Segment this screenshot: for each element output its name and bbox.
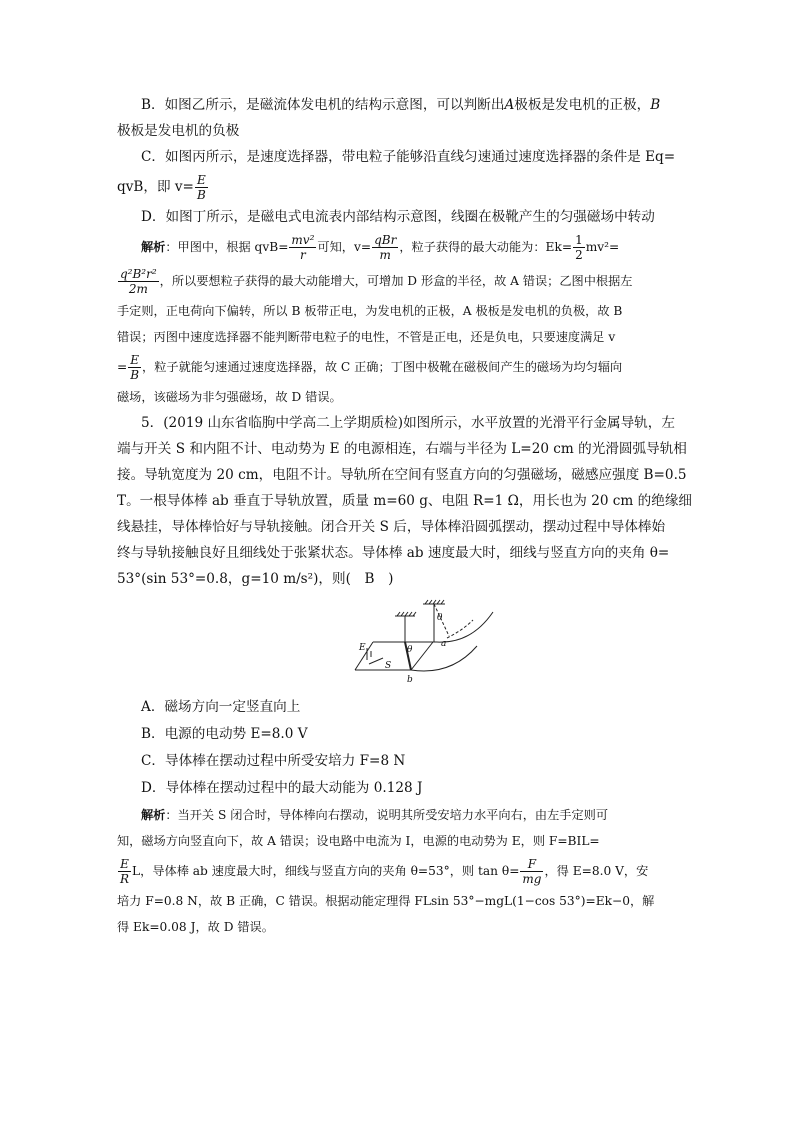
option-b-line2: 极板是发电机的负极 xyxy=(117,123,240,139)
question-5-line2: 端与开关 S 和内阻不计、电动势为 E 的电源相连，右端与半径为 L=20 cm 的光滑圆弧导轨相 xyxy=(117,441,687,457)
analysis-label: 解析 xyxy=(141,808,166,822)
analysis-4-line4: 错误；丙图中速度选择器不能判断带电粒子的电性，不管是正电，还是负电，只要速度满足 v xyxy=(117,330,616,344)
analysis-4 xyxy=(117,230,682,410)
label-theta-2: θ xyxy=(437,613,443,623)
question-5-line4: T。一根导体棒 ab 垂直于导轨放置，质量 m=60 g、电阻 R=1 Ω，用长也为 20 cm 的绝缘细 xyxy=(117,493,693,509)
question-5-line7: 53°(sin 53°=0.8，g=10 m/s²)，则( B ) xyxy=(117,571,394,587)
fraction: $\frac{E}{B}$ xyxy=(196,173,206,202)
analysis-4-line1: 解析：甲图中，根据 qvB= $\frac{\text{mv²}}{r}$ 可知，v= $\frac{\text{qBr}}{m}$ ，粒子获得的最大动能为：Ek= $\frac{1}{2}$ mv²= xyxy=(141,233,620,262)
q5-option-c: C．导体棒在摆动过程中所受安培力 F=8 N xyxy=(141,753,406,769)
analysis-5-line2: 知，磁场方向竖直向下，故 A 错误；设电路中电流为 I，电源的电动势为 E，则 F=BIL= xyxy=(117,834,600,848)
q5-option-b: B．电源的电动势 E=8.0 V xyxy=(141,726,308,742)
analysis-5-line1: 解析：当开关 S 闭合时，导体棒向右摆动，说明其所受安培力水平向右，由左手定则可 xyxy=(141,808,609,822)
analysis-4-line5: = $\frac{E}{B}$ ，粒子就能匀速通过速度选择器，故 C 正确；丁图中极靴在磁极间产生的磁场为均匀辐向 xyxy=(117,353,623,382)
question-5 xyxy=(117,410,693,592)
physics-figure xyxy=(117,598,682,688)
analysis-5 xyxy=(117,802,682,940)
analysis-5-line3: $\frac{E}{R}$ L，导体棒 ab 速度最大时，细线与竖直方向的夹角 θ=53°，则 tan θ= $\frac{F}{mg}$ ，得 E=8.0 V，安 xyxy=(120,857,649,886)
option-b-line1: B．如图乙所示，是磁流体发电机的结构示意图，可以判断出A极板是发电机的正极，B xyxy=(141,97,661,113)
label-a: a xyxy=(441,639,447,649)
question-5-line5: 线悬挂，导体棒恰好与导轨接触。闭合开关 S 后，导体棒沿圆弧摆动，摆动过程中导体棒始 xyxy=(117,519,666,535)
option-c-line1: C．如图丙所示，是速度选择器，带电粒子能够沿直线匀速通过速度选择器的条件是 Eq= xyxy=(141,149,676,165)
analysis-4-line3: 手定则，正电荷向下偏转，所以 B 板带正电，为发电机的正极，A 极板是发电机的负极，故 B xyxy=(117,304,623,318)
option-c-line2: qvB，即 v= $\frac{E}{B}$ xyxy=(117,173,206,202)
analysis-5-line5: 得 Ek=0.08 J，故 D 错误。 xyxy=(117,920,274,934)
label-b: b xyxy=(407,675,413,685)
analysis-label: 解析 xyxy=(141,240,166,254)
analysis-4-line6: 磁场，该磁场为非匀强磁场，故 D 错误。 xyxy=(117,390,342,404)
question-5-line6: 终与导轨接触良好且细线处于张紧状态。导体棒 ab 速度最大时，细线与竖直方向的夹角 θ= xyxy=(117,545,670,561)
label-S: S xyxy=(385,661,392,671)
option-d-line: D．如图丁所示，是磁电式电流表内部结构示意图，线圈在极靴产生的匀强磁场中转动 xyxy=(141,209,655,225)
q5-option-d: D．导体棒在摆动过程中的最大动能为 0.128 J xyxy=(141,780,423,796)
label-theta-1: θ xyxy=(407,645,413,655)
analysis-4-line2: $\frac{\text{q²B²r²}}{2m}$ ，所以要想粒子获得的最大动能增大，可增加 D 形盒的半径，故 A 错误；乙图中根据左 xyxy=(120,267,633,296)
q5-option-a: A．磁场方向一定竖直向上 xyxy=(141,699,301,715)
question-5-line1: 5．(2019 山东省临朐中学高二上学期质检)如图所示，水平放置的光滑平行金属导轨，左 xyxy=(141,415,675,431)
label-E: E xyxy=(359,643,366,653)
document-page xyxy=(117,92,693,940)
analysis-5-line4: 培力 F=0.8 N，故 B 正确，C 错误。根据动能定理得 FLsin 53°−mgL(1−cos 53°)=Ek−0，解 xyxy=(117,894,655,908)
question-5-line3: 接。导轨宽度为 20 cm，电阻不计。导轨所在空间有竖直方向的匀强磁场，磁感应强度 B=0.5 xyxy=(117,467,687,483)
rail-pendulum-diagram xyxy=(351,598,511,688)
